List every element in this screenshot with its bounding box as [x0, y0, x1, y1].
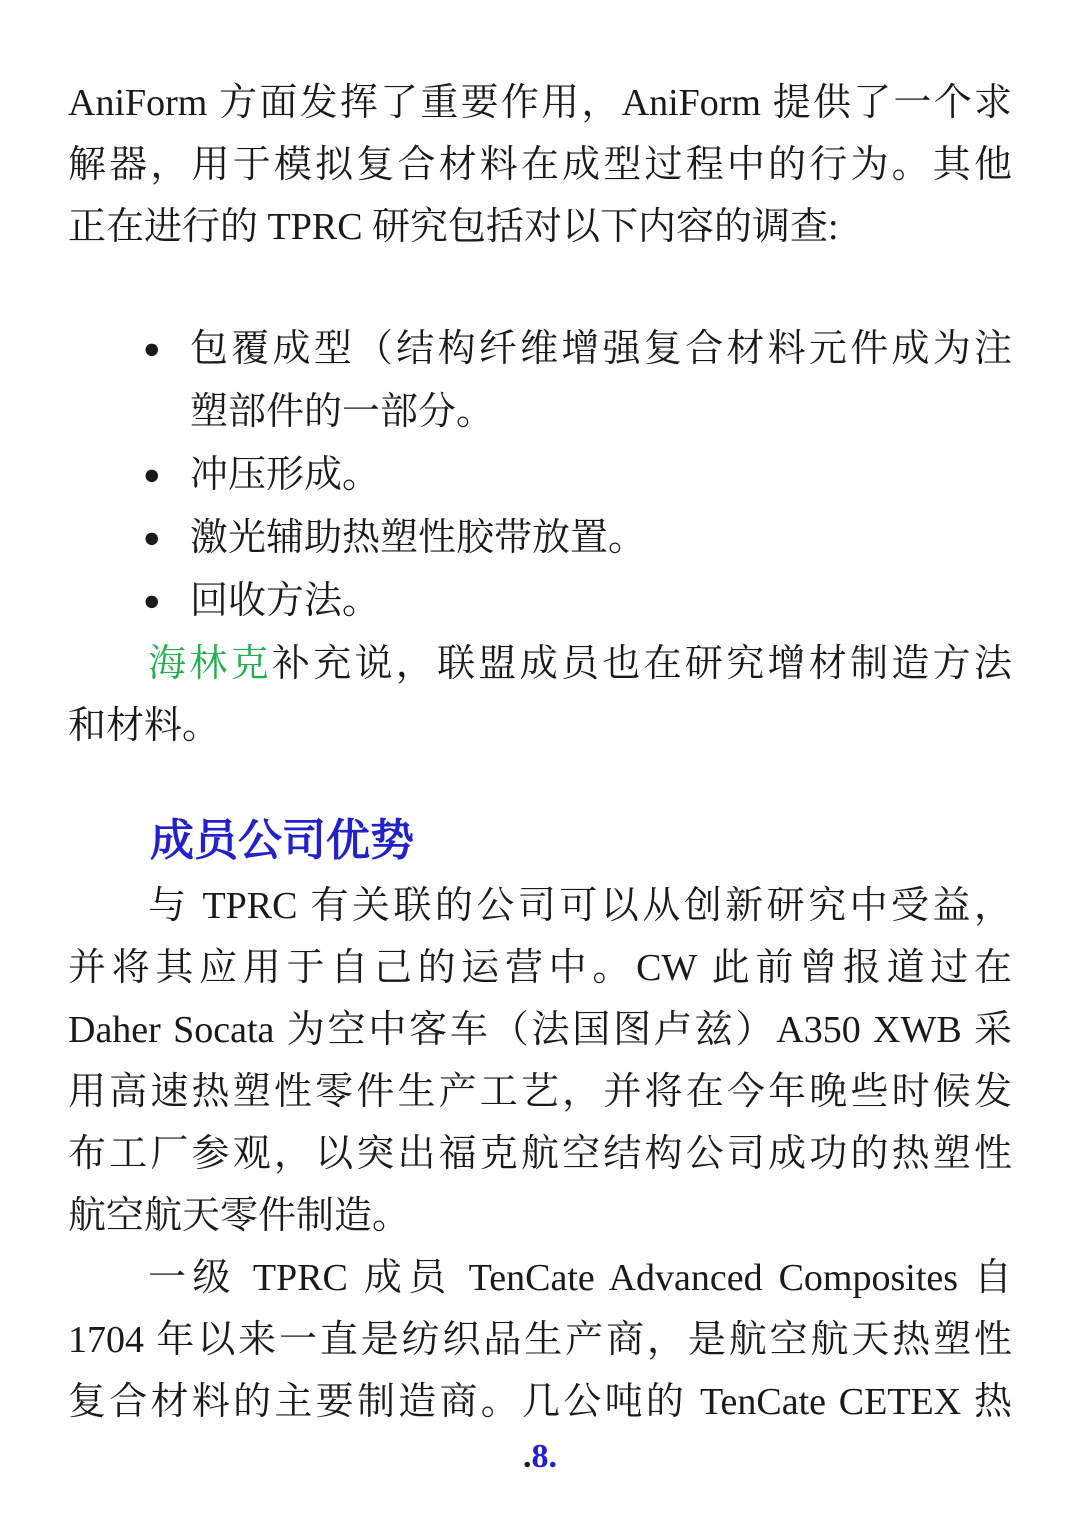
list-item-body [190, 507, 1012, 570]
text-line: 回收方法。 [190, 580, 381, 622]
bullet-icon: ● [143, 459, 161, 491]
text-line: 正在进行的 TPRC 研究包括对以下内容的调查: [68, 206, 839, 248]
list-item-laser-tape [68, 507, 1012, 570]
list-item-recycling [68, 570, 1012, 633]
paragraph-member-benefits [68, 875, 1012, 1247]
list-item-stamp-forming [68, 444, 1012, 507]
text-line: 塑部件的一部分。 [190, 391, 495, 433]
list-item-overmolding [68, 318, 1012, 444]
bullet-list [68, 318, 1012, 633]
text-line: 复合材料的主要制造商。几公吨的 TenCate CETEX 热 [68, 1381, 1012, 1423]
page-number-dot: . [523, 1438, 532, 1475]
text-line: 冲压形成。 [190, 454, 381, 496]
list-item-body [190, 318, 1012, 444]
text-line: Daher Socata 为空中客车（法国图卢兹）A350 XWB 采 [68, 1009, 1012, 1051]
section-heading: 成员公司优势 [150, 816, 414, 865]
text-line: 并将其应用于自己的运营中。CW 此前曾报道过在 [68, 947, 1012, 989]
text-line: 用高速热塑性零件生产工艺，并将在今年晚些时候发 [68, 1071, 1012, 1113]
list-item-body [190, 570, 1012, 633]
bullet-icon: ● [143, 333, 161, 365]
text-line: 激光辅助热塑性胶带放置。 [190, 517, 647, 559]
text-line: 布工厂参观，以突出福克航空结构公司成功的热塑性 [68, 1133, 1012, 1175]
bullet-icon: ● [143, 585, 161, 617]
text-line: 一级 TPRC 成员 TenCate Advanced Composites 自 [148, 1257, 1012, 1299]
text-line: 解器，用于模拟复合材料在成型过程中的行为。其他 [68, 144, 1012, 186]
text-line: AniForm 方面发挥了重要作用，AniForm 提供了一个求 [68, 82, 1012, 124]
page-number-value: 8. [531, 1438, 557, 1475]
text-line: 1704 年以来一直是纺织品生产商，是航空航天热塑性 [68, 1319, 1012, 1361]
page-number [68, 1435, 1012, 1479]
list-item-body [190, 444, 1012, 507]
paragraph-heilink [68, 633, 1012, 757]
highlight-name: 海林克 [148, 643, 272, 685]
text-line: 和材料。 [68, 705, 221, 747]
text-line: 航空航天零件制造。 [68, 1195, 411, 1237]
text-line: 与 TPRC 有关联的公司可以从创新研究中受益， [148, 885, 1012, 927]
text-line: 包覆成型（结构纤维增强复合材料元件成为注 [190, 328, 1012, 370]
text-span: 补充说，联盟成员也在研究增材制造方法 [271, 643, 1012, 685]
paragraph-tencate [68, 1247, 1012, 1433]
text-line [68, 633, 1012, 695]
bullet-icon: ● [143, 522, 161, 554]
paragraph-aniform [68, 72, 1012, 258]
